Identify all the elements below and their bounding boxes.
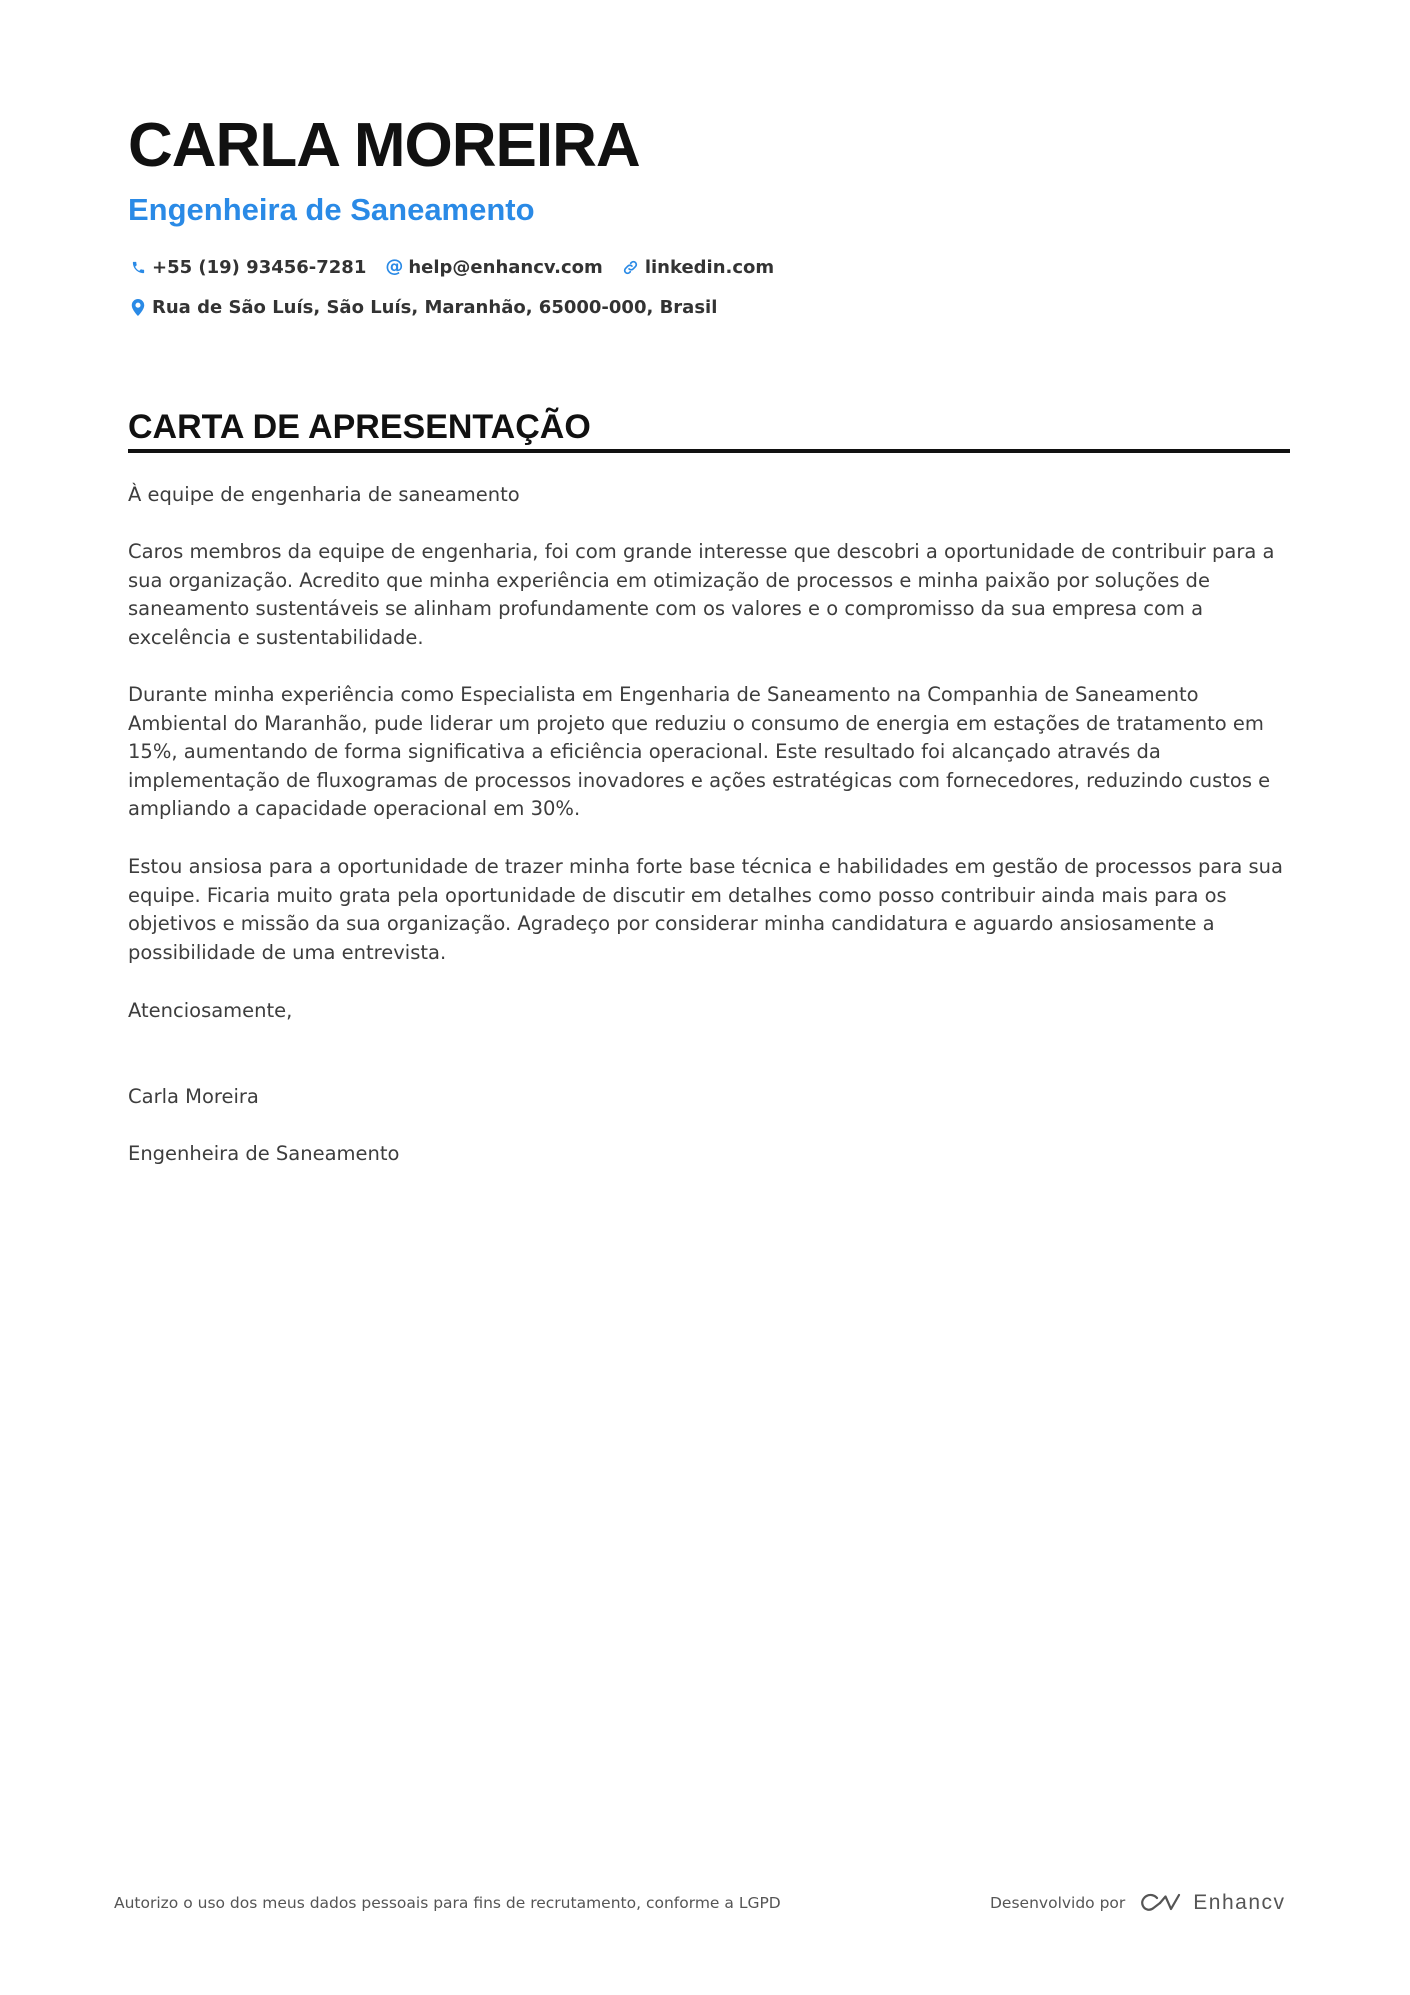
footer-consent: Autorizo o uso dos meus dados pessoais para fins de recrutamento, conforme a LGPD (114, 1894, 781, 1912)
candidate-title: Engenheira de Saneamento (128, 192, 535, 227)
email-text: help@enhancv.com (408, 256, 603, 278)
contact-row-primary (128, 252, 792, 282)
contact-website[interactable] (621, 257, 774, 278)
candidate-name: CARLA MOREIRA (128, 111, 640, 180)
contact-phone (128, 257, 366, 278)
letter-paragraph: Durante minha experiência como Especialista em Engenharia de Saneamento na Companhia de Saneamento Ambiental do Maranhão, pude liderar um projeto que reduziu o consumo de energia em estações de tratamento em 15%, aumentando de forma significativa a eficiência operacional. Este resultado foi alcançado através da implementação de fluxogramas de processos inovadores e ações estratégicas com fornecedores, reduzindo custos e ampliando a capacidade operacional em 30%. (128, 683, 1271, 821)
section-heading: CARTA DE APRESENTAÇÃO (128, 408, 591, 446)
brand-name: Enhancv (1193, 1891, 1286, 1914)
phone-text: +55 (19) 93456-7281 (152, 256, 367, 278)
signature-title: Engenheira de Saneamento (128, 1142, 400, 1165)
contact-row-address (128, 292, 735, 322)
section-divider (128, 449, 1290, 453)
letter-paragraph: Caros membros da equipe de engenharia, foi com grande interesse que descobri a oportunidade de contribuir para a sua organização. Acredito que minha experiência em otimização de processos e minha paixão por soluções de saneamento sustentáveis se alinham profundamente com os valores e o compromisso da sua empresa com a excelência e sustentabilidade. (128, 540, 1275, 649)
address-text: Rua de São Luís, São Luís, Maranhão, 65000-000, Brasil (152, 296, 718, 318)
contact-email (384, 257, 602, 278)
powered-by-label: Desenvolvido por (990, 1894, 1126, 1912)
letter-paragraph: Estou ansiosa para a oportunidade de trazer minha forte base técnica e habilidades em gestão de processos para sua equipe. Ficaria muito grata pela oportunidade de discutir em detalhes como posso contribuir ainda mais para os objetivos e missão da sua organização. Agradeço por considerar minha candidatura e aguardo ansiosamente a possibilidade de uma entrevista. (128, 855, 1283, 964)
phone-icon (128, 257, 148, 277)
at-icon: @ (385, 256, 404, 277)
website-text[interactable]: linkedin.com (644, 256, 775, 278)
signature-name: Carla Moreira (128, 1085, 259, 1108)
letter-closing: Atenciosamente, (128, 999, 293, 1022)
letter-salutation: À equipe de engenharia de saneamento (128, 483, 520, 506)
footer-branding[interactable] (990, 1888, 1286, 1918)
contact-address (128, 297, 717, 318)
enhancv-logo-icon (1137, 1891, 1183, 1915)
link-icon (621, 257, 641, 277)
location-pin-icon (128, 297, 148, 317)
